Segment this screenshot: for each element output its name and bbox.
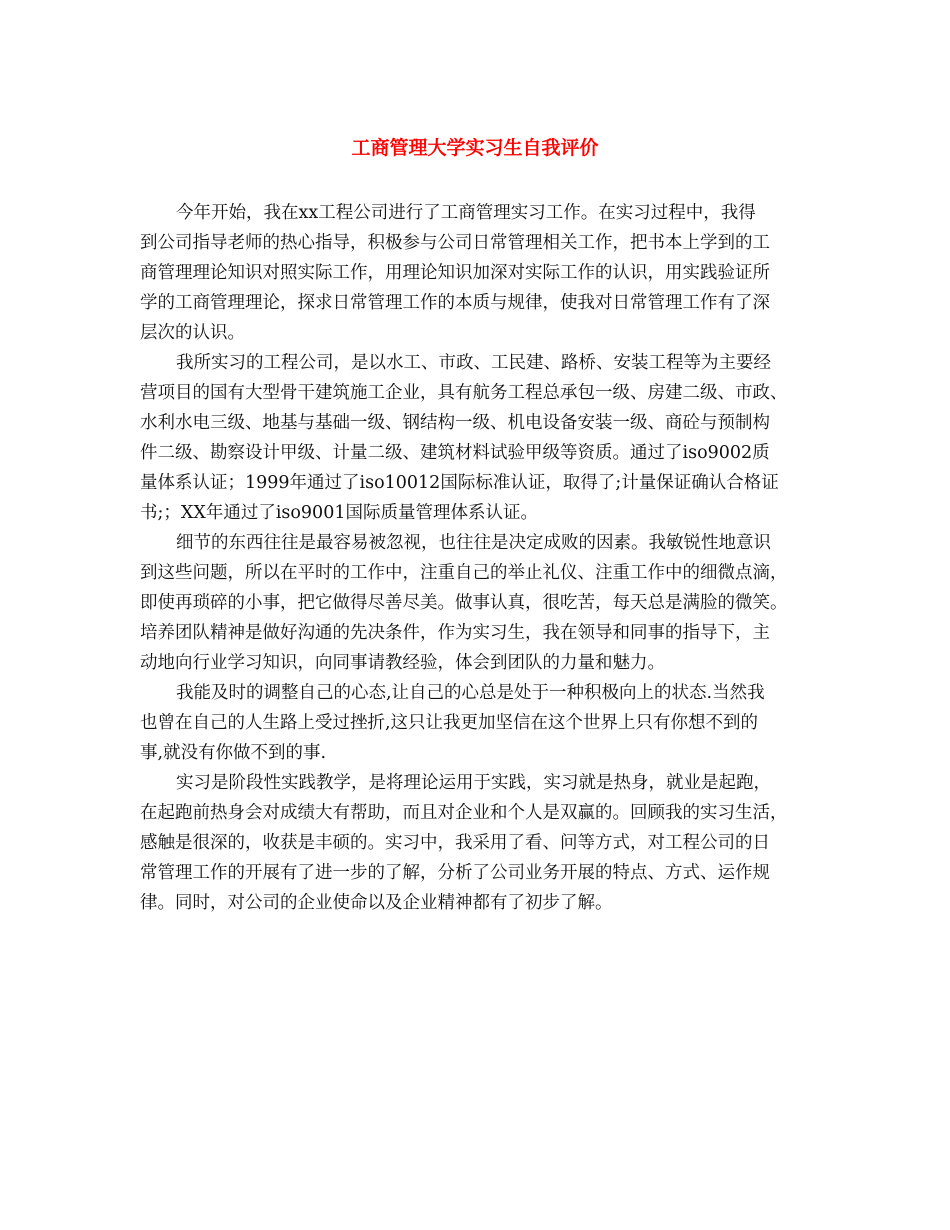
paragraph-line: 我所实习的工程公司，是以水工、市政、工民建、路桥、安装工程等为主要经 — [176, 353, 771, 373]
paragraph-line: 感触是很深的，收获是丰硕的。实习中，我采用了看、问等方式，对工程公司的日 — [140, 833, 770, 853]
paragraph-line: 书;；XX年通过了iso9001国际质量管理体系认证。 — [140, 503, 538, 523]
paragraph-line: 律。同时，对公司的企业使命以及企业精神都有了初步了解。 — [140, 893, 613, 913]
paragraph-line: 常管理工作的开展有了进一步的了解，分析了公司业务开展的特点、方式、运作规 — [140, 863, 770, 883]
paragraph-line: 到这些问题，所以在平时的工作中，注重自己的举止礼仪、注重工作中的细微点滴， — [140, 563, 788, 583]
paragraph-line: 水利水电三级、地基与基础一级、钢结构一级、机电设备安装一级、商砼与预制构 — [140, 413, 770, 433]
paragraph-line: 商管理理论知识对照实际工作，用理论知识加深对实际工作的认识，用实践验证所 — [140, 263, 770, 283]
paragraph-line: 营项目的国有大型骨干建筑施工企业，具有航务工程总承包一级、房建二级、市政、 — [140, 383, 788, 403]
paragraph-line: 件二级、勘察设计甲级、计量二级、建筑材料试验甲级等资质。通过了iso9002质 — [140, 443, 770, 463]
paragraph-line: 层次的认识。 — [140, 323, 245, 343]
document-title: 工商管理大学实习生自我评价 — [351, 137, 599, 159]
paragraph-3 — [140, 528, 830, 678]
paragraph-1 — [140, 198, 830, 348]
paragraph-line: 我能及时的调整自己的心态,让自己的心总是处于一种积极向上的状态.当然我 — [176, 683, 765, 703]
paragraph-line: 即使再琐碎的小事，把它做得尽善尽美。做事认真，很吃苦，每天总是满脸的微笑。 — [140, 593, 788, 613]
paragraph-line: 实习是阶段性实践教学，是将理论运用于实践，实习就是热身，就业是起跑， — [176, 773, 771, 793]
paragraph-2 — [140, 348, 830, 528]
paragraph-line: 细节的东西往往是最容易被忽视，也往往是决定成败的因素。我敏锐性地意识 — [176, 533, 771, 553]
paragraph-line: 到公司指导老师的热心指导，积极参与公司日常管理相关工作，把书本上学到的工 — [140, 233, 770, 253]
document-body — [140, 198, 830, 918]
paragraph-line: 量体系认证；1999年通过了iso10012国际标准认证，取得了;计量保证确认合格证 — [140, 473, 779, 493]
paragraph-line: 动地向行业学习知识，向同事请教经验，体会到团队的力量和魅力。 — [140, 653, 665, 673]
paragraph-line: 在起跑前热身会对成绩大有帮助，而且对企业和个人是双赢的。回顾我的实习生活， — [140, 803, 788, 823]
paragraph-5 — [140, 768, 830, 918]
paragraph-4 — [140, 678, 830, 768]
paragraph-line: 也曾在自己的人生路上受过挫折,这只让我更加坚信在这个世界上只有你想不到的 — [140, 713, 759, 733]
paragraph-line: 事,就没有你做不到的事. — [140, 743, 327, 763]
paragraph-line: 学的工商管理理论，探求日常管理工作的本质与规律，使我对日常管理工作有了深 — [140, 293, 770, 313]
paragraph-line: 培养团队精神是做好沟通的先决条件，作为实习生，我在领导和同事的指导下，主 — [140, 623, 770, 643]
paragraph-line: 今年开始，我在xx工程公司进行了工商管理实习工作。在实习过程中，我得 — [176, 203, 756, 223]
